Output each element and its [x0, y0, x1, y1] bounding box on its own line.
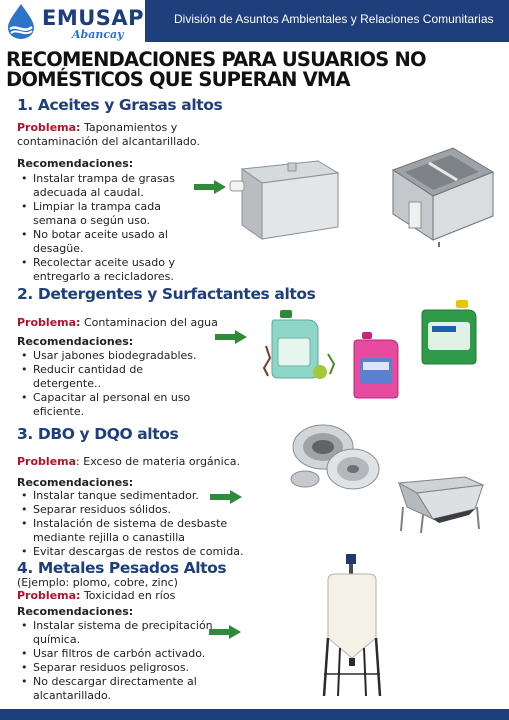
- list-item: • Separar residuos sólidos.: [17, 503, 257, 517]
- list-item: • Usar jabones biodegradables.: [17, 349, 212, 363]
- division-title: División de Asuntos Ambientales y Relaciones Comunitarias: [174, 12, 494, 26]
- detergent-jug-green-bottle-image: [420, 300, 480, 366]
- section-2-recommendations: [17, 349, 212, 419]
- problem-text: : Exceso de materia orgánica.: [76, 455, 240, 468]
- chemical-precipitation-tank-image: [320, 550, 384, 700]
- list-item: • Recolectar aceite usado y entregarlo a recicladores.: [17, 256, 202, 284]
- arrow-right-icon: [209, 625, 241, 639]
- problem-text: Taponamientos y contaminación del alcantarillado.: [17, 121, 200, 148]
- problem-text: Contaminacion del agua: [83, 316, 218, 329]
- section-1-recommendations: [17, 172, 202, 284]
- section-4-subtitle: (Ejemplo: plomo, cobre, zinc): [17, 576, 178, 589]
- section-1-problem: [17, 121, 222, 149]
- problem-label: Problema:: [17, 121, 81, 134]
- list-item: • Instalación de sistema de desbaste mediante rejilla o canastilla: [17, 517, 257, 545]
- detergent-jug-green-image: [260, 306, 338, 384]
- list-item: • Instalar trampa de grasas adecuada al caudal.: [17, 172, 202, 200]
- problem-label: Problema:: [17, 316, 81, 329]
- list-item: • Usar filtros de carbón activado.: [17, 647, 217, 661]
- list-item: • Separar residuos peligrosos.: [17, 661, 217, 675]
- brand-name: EMUSAP: [42, 6, 145, 30]
- section-1-title: 1. Aceites y Grasas altos: [17, 96, 223, 114]
- list-item: • Instalar tanque sedimentador.: [17, 489, 257, 503]
- brand-subtitle: Abancay: [72, 28, 124, 41]
- section-3-rec-label: Recomendaciones:: [17, 476, 134, 489]
- section-4-problem: [17, 589, 237, 603]
- list-item: • Evitar descargas de restos de comida.: [17, 545, 257, 559]
- arrow-right-icon: [194, 180, 226, 194]
- emusap-logo: [0, 0, 145, 42]
- section-2-title: 2. Detergentes y Surfactantes altos: [17, 285, 316, 303]
- sedimentation-tank-image: [393, 473, 488, 535]
- list-item: • No descargar directamente al alcantarillado.: [17, 675, 217, 703]
- list-item: • Instalar sistema de precipitación química.: [17, 619, 217, 647]
- list-item: • Reducir cantidad de detergente..: [17, 363, 212, 391]
- section-4-rec-label: Recomendaciones:: [17, 605, 134, 618]
- section-3-title: 3. DBO y DQO altos: [17, 425, 179, 443]
- section-3-problem: [17, 455, 247, 469]
- section-1-rec-label: Recomendaciones:: [17, 157, 134, 170]
- page-header: [0, 0, 509, 42]
- detergent-jug-pink-image: [350, 330, 404, 400]
- section-4-title: 4. Metales Pesados Altos: [17, 559, 227, 577]
- open-grease-trap-image: [387, 142, 497, 247]
- arrow-right-icon: [210, 490, 242, 504]
- grease-trap-image: [228, 155, 343, 245]
- water-drop-icon: [4, 2, 38, 40]
- list-item: • Capacitar al personal en uso eficiente.: [17, 391, 212, 419]
- page-title: RECOMENDACIONES PARA USUARIOS NO DOMÉSTICOS QUE SUPERAN VMA: [6, 48, 426, 91]
- list-item: • No botar aceite usado al desagüe.: [17, 228, 202, 256]
- problem-text: Toxicidad en ríos: [83, 589, 176, 602]
- arrow-right-icon: [215, 330, 247, 344]
- section-4-recommendations: [17, 619, 217, 703]
- sink-strainer-image: [283, 415, 383, 497]
- section-2-rec-label: Recomendaciones:: [17, 335, 134, 348]
- footer-band: [0, 709, 509, 720]
- problem-label: Problema:: [17, 589, 81, 602]
- problem-label: Problema: [17, 455, 77, 468]
- section-2-problem: [17, 316, 237, 330]
- list-item: • Limpiar la trampa cada semana o según uso.: [17, 200, 202, 228]
